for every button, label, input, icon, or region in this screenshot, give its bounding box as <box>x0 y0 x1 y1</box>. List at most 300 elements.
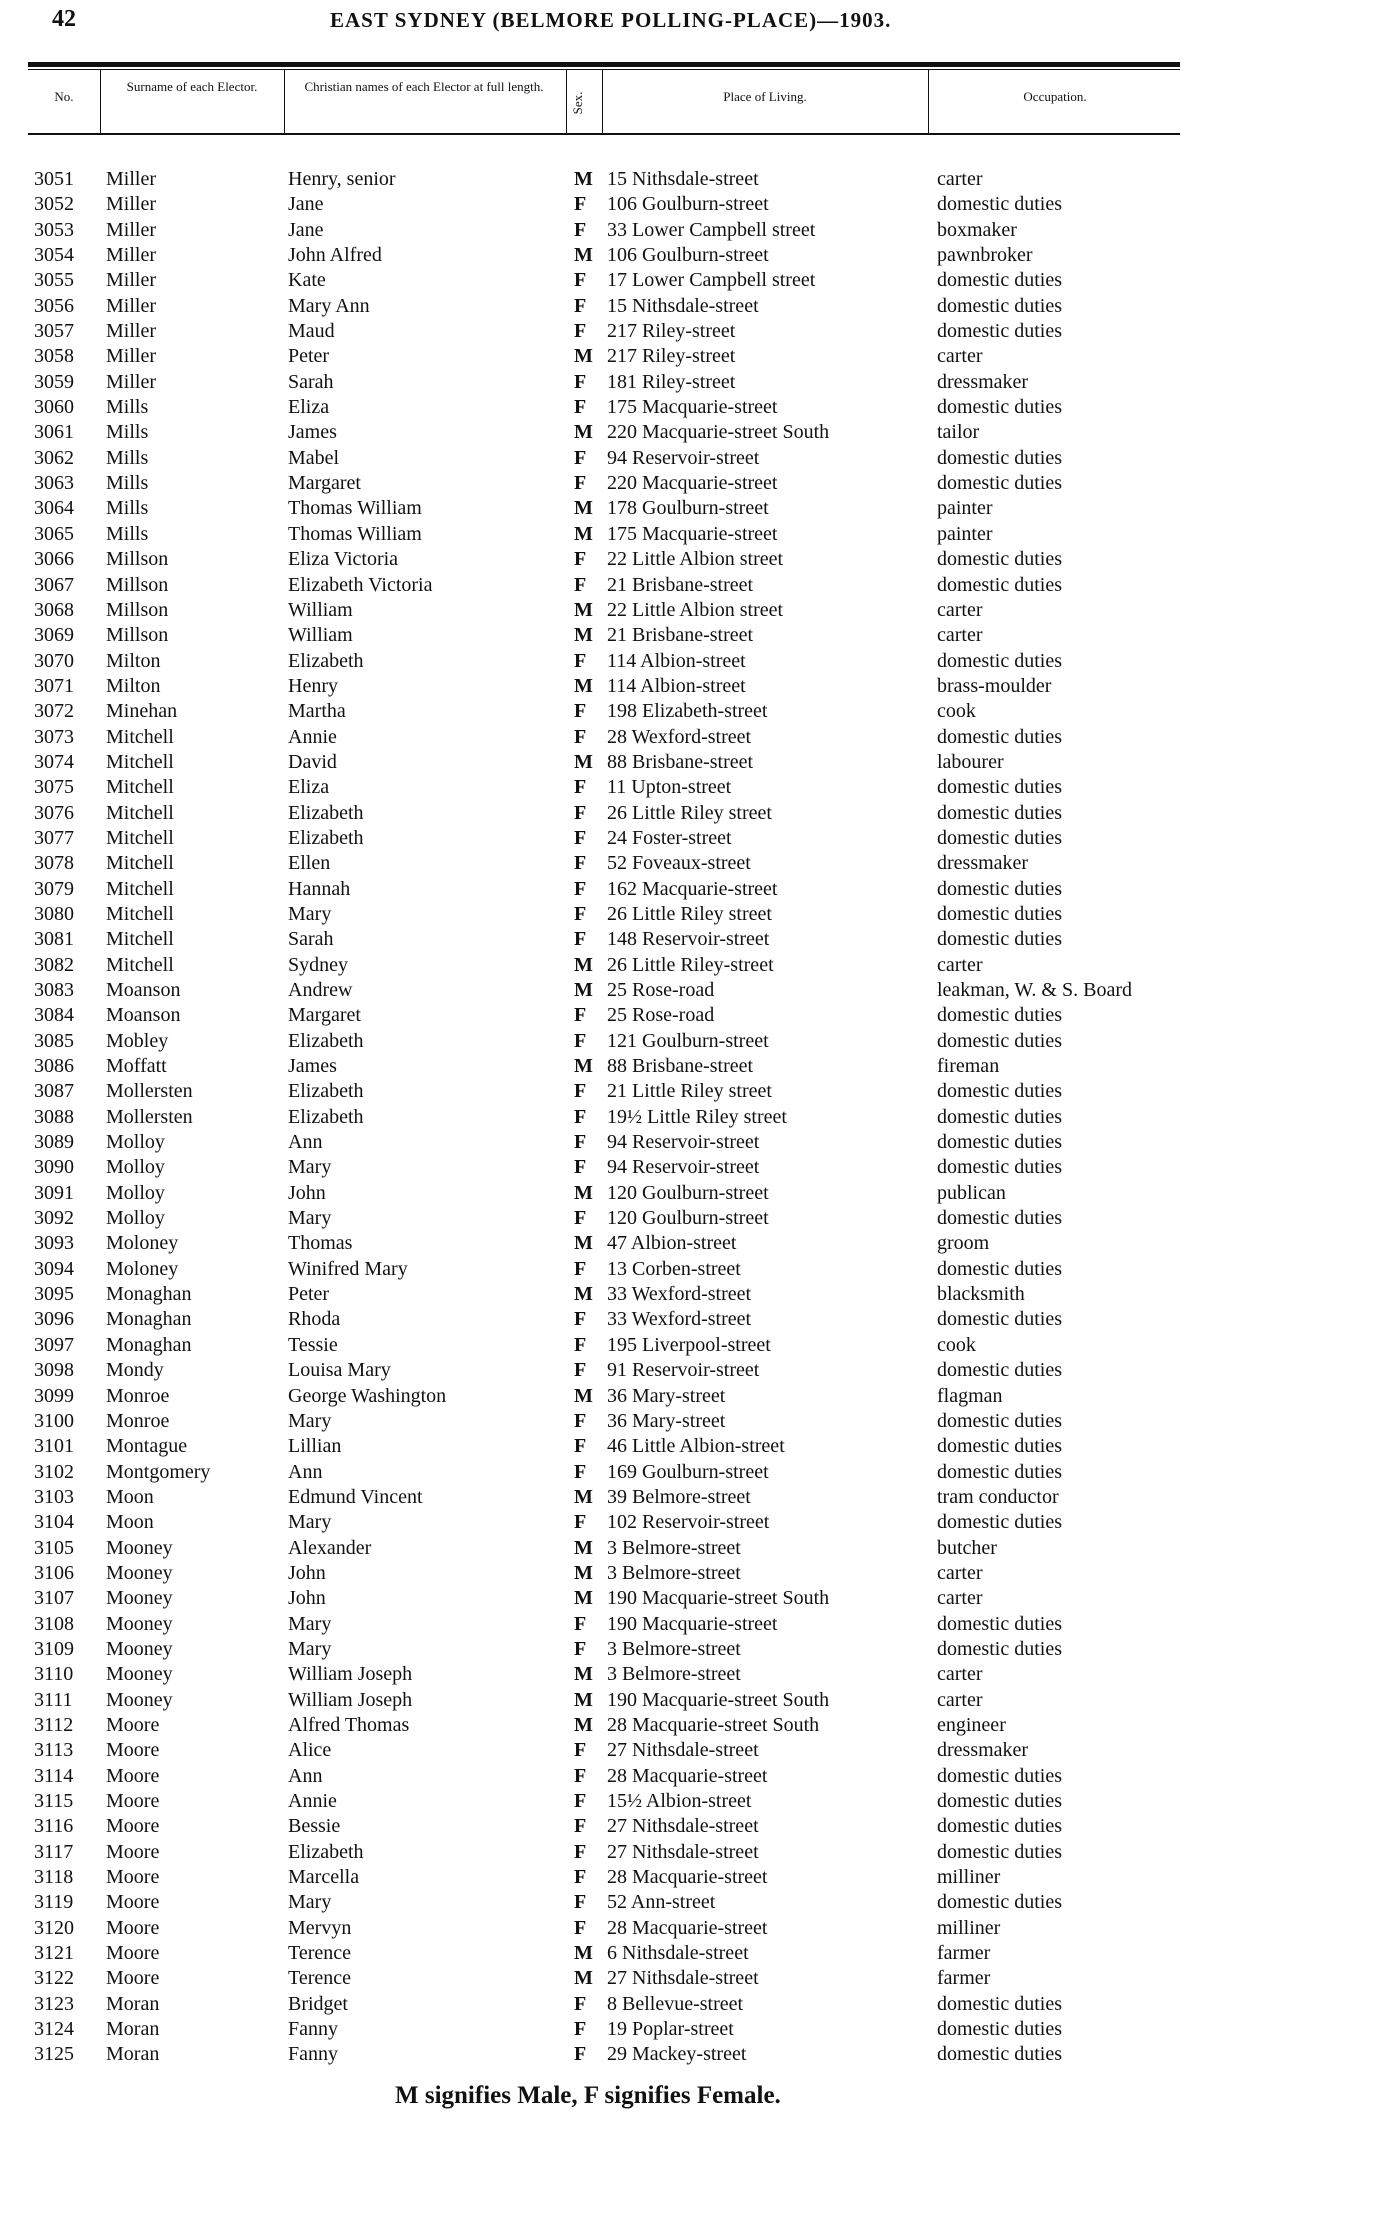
elector-sex: F <box>574 1511 587 1534</box>
elector-occupation: domestic duties <box>937 877 1062 900</box>
elector-christian-names: Terence <box>288 1942 351 1965</box>
table-row <box>0 1764 1382 1789</box>
elector-occupation: domestic duties <box>937 294 1062 317</box>
elector-christian-names: Elizabeth <box>288 649 364 672</box>
elector-number: 3125 <box>34 2043 74 2066</box>
elector-surname: Mollersten <box>106 1080 193 1103</box>
footer-note: M signifies Male, F signifies Female. <box>395 2082 781 2109</box>
elector-sex: F <box>574 1333 587 1356</box>
elector-sex: M <box>574 1967 593 1990</box>
elector-christian-names: Terence <box>288 1967 351 1990</box>
elector-surname: Moore <box>106 1815 160 1838</box>
elector-surname: Mooney <box>106 1637 173 1660</box>
elector-sex: F <box>574 725 587 748</box>
elector-place-of-living: 3 Belmore-street <box>607 1561 741 1584</box>
elector-number: 3063 <box>34 472 74 495</box>
elector-number: 3057 <box>34 320 74 343</box>
elector-sex: F <box>574 801 587 824</box>
elector-christian-names: George Washington <box>288 1384 447 1407</box>
elector-christian-names: David <box>288 750 337 773</box>
elector-place-of-living: 217 Riley-street <box>607 320 736 343</box>
elector-number: 3118 <box>34 1866 74 1889</box>
elector-sex: F <box>574 1308 587 1331</box>
elector-number: 3107 <box>34 1587 74 1610</box>
col-divider <box>928 70 929 133</box>
elector-christian-names: Tessie <box>288 1333 338 1356</box>
table-row <box>0 801 1382 826</box>
elector-sex: F <box>574 1029 587 1052</box>
elector-number: 3112 <box>34 1713 74 1736</box>
elector-occupation: milliner <box>937 1916 1001 1939</box>
elector-occupation: carter <box>937 345 983 368</box>
elector-surname: Mooney <box>106 1587 173 1610</box>
elector-christian-names: Annie <box>288 725 337 748</box>
elector-number: 3075 <box>34 776 74 799</box>
elector-place-of-living: 120 Goulburn-street <box>607 1181 769 1204</box>
table-row <box>0 2017 1382 2042</box>
elector-sex: F <box>574 826 587 849</box>
table-row <box>0 1282 1382 1307</box>
elector-surname: Mills <box>106 497 149 520</box>
elector-number: 3103 <box>34 1485 74 1508</box>
page-number: 42 <box>52 6 76 32</box>
elector-surname: Mooney <box>106 1612 173 1635</box>
elector-christian-names: William Joseph <box>288 1663 413 1686</box>
table-row <box>0 1333 1382 1358</box>
elector-sex: M <box>574 1485 593 1508</box>
table-row <box>0 496 1382 521</box>
table-row <box>0 420 1382 445</box>
elector-number: 3120 <box>34 1916 74 1939</box>
table-row <box>0 218 1382 243</box>
elector-number: 3054 <box>34 244 74 267</box>
table-row <box>0 1916 1382 1941</box>
elector-christian-names: Thomas <box>288 1232 353 1255</box>
elector-surname: Millson <box>106 624 169 647</box>
elector-occupation: dressmaker <box>937 1739 1029 1762</box>
elector-number: 3093 <box>34 1232 74 1255</box>
elector-sex: F <box>574 1840 587 1863</box>
table-row <box>0 1231 1382 1256</box>
elector-occupation: dressmaker <box>937 370 1029 393</box>
elector-christian-names: Mary <box>288 902 332 925</box>
table-row <box>0 1485 1382 1510</box>
table-row <box>0 573 1382 598</box>
header-rule-thin <box>28 69 1180 70</box>
elector-surname: Mooney <box>106 1561 173 1584</box>
elector-occupation: tram conductor <box>937 1485 1059 1508</box>
elector-sex: M <box>574 1384 593 1407</box>
elector-surname: Montgomery <box>106 1460 211 1483</box>
table-row <box>0 471 1382 496</box>
elector-place-of-living: 26 Little Riley street <box>607 902 772 925</box>
header-rule-thick <box>28 62 1180 67</box>
elector-sex: M <box>574 421 593 444</box>
table-row <box>0 522 1382 547</box>
elector-christian-names: John Alfred <box>288 244 382 267</box>
elector-occupation: carter <box>937 598 983 621</box>
elector-occupation: domestic duties <box>937 1764 1062 1787</box>
elector-christian-names: John <box>288 1587 326 1610</box>
table-row <box>0 927 1382 952</box>
elector-place-of-living: 28 Macquarie-street <box>607 1866 768 1889</box>
elector-occupation: domestic duties <box>937 1637 1062 1660</box>
elector-surname: Mitchell <box>106 801 174 824</box>
elector-place-of-living: 27 Nithsdale-street <box>607 1739 759 1762</box>
elector-christian-names: Henry, senior <box>288 168 396 190</box>
table-row <box>0 851 1382 876</box>
elector-place-of-living: 21 Brisbane-street <box>607 573 754 596</box>
elector-place-of-living: 181 Riley-street <box>607 370 736 393</box>
elector-place-of-living: 94 Reservoir-street <box>607 1156 760 1179</box>
elector-occupation: blacksmith <box>937 1283 1025 1306</box>
elector-number: 3110 <box>34 1663 74 1686</box>
elector-christian-names: Marcella <box>288 1866 360 1889</box>
table-row <box>0 547 1382 572</box>
elector-number: 3124 <box>34 2018 74 2041</box>
elector-number: 3100 <box>34 1409 74 1432</box>
elector-number: 3108 <box>34 1612 74 1635</box>
elector-sex: F <box>574 877 587 900</box>
elector-place-of-living: 28 Macquarie-street South <box>607 1713 820 1736</box>
elector-place-of-living: 22 Little Albion street <box>607 548 784 571</box>
elector-sex: M <box>574 522 593 545</box>
elector-sex: F <box>574 1612 587 1635</box>
elector-christian-names: Bessie <box>288 1815 341 1838</box>
elector-place-of-living: 33 Lower Campbell street <box>607 218 816 241</box>
elector-number: 3099 <box>34 1384 74 1407</box>
elector-place-of-living: 52 Ann-street <box>607 1891 716 1914</box>
elector-number: 3109 <box>34 1637 74 1660</box>
elector-surname: Mitchell <box>106 725 174 748</box>
table-row <box>0 1789 1382 1814</box>
elector-place-of-living: 26 Little Riley-street <box>607 953 774 976</box>
elector-surname: Millson <box>106 548 169 571</box>
elector-sex: F <box>574 902 587 925</box>
elector-occupation: domestic duties <box>937 928 1062 951</box>
elector-occupation: domestic duties <box>937 193 1062 216</box>
elector-christian-names: Maud <box>288 320 335 343</box>
elector-sex: F <box>574 294 587 317</box>
elector-number: 3083 <box>34 979 74 1001</box>
elector-surname: Monaghan <box>106 1333 192 1356</box>
elector-number: 3065 <box>34 522 74 545</box>
elector-number: 3053 <box>34 218 74 241</box>
elector-number: 3096 <box>34 1308 74 1331</box>
elector-sex: M <box>574 1283 593 1306</box>
elector-surname: Moore <box>106 1942 160 1965</box>
elector-occupation: carter <box>937 1663 983 1686</box>
elector-sex: F <box>574 472 587 495</box>
table-row <box>0 623 1382 648</box>
elector-place-of-living: 94 Reservoir-street <box>607 1131 760 1154</box>
elector-occupation: domestic duties <box>937 1156 1062 1179</box>
elector-surname: Millson <box>106 598 169 621</box>
elector-occupation: domestic duties <box>937 1359 1062 1382</box>
elector-occupation: domestic duties <box>937 1815 1062 1838</box>
elector-place-of-living: 148 Reservoir-street <box>607 928 770 951</box>
table-row <box>0 395 1382 420</box>
elector-occupation: carter <box>937 168 983 190</box>
table-row <box>0 1155 1382 1180</box>
elector-sex: M <box>574 1536 593 1559</box>
elector-number: 3058 <box>34 345 74 368</box>
elector-sex: F <box>574 700 587 723</box>
elector-number: 3114 <box>34 1764 74 1787</box>
table-row <box>0 1814 1382 1839</box>
elector-sex: F <box>574 1435 587 1458</box>
elector-sex: M <box>574 1587 593 1610</box>
elector-number: 3061 <box>34 421 74 444</box>
elector-occupation: domestic duties <box>937 776 1062 799</box>
elector-occupation: domestic duties <box>937 1511 1062 1534</box>
elector-surname: Moanson <box>106 979 181 1001</box>
elector-surname: Mooney <box>106 1688 173 1711</box>
elector-place-of-living: 27 Nithsdale-street <box>607 1815 759 1838</box>
elector-surname: Moore <box>106 1916 160 1939</box>
elector-christian-names: Thomas William <box>288 522 422 545</box>
elector-christian-names: Elizabeth <box>288 1105 364 1128</box>
elector-christian-names: Peter <box>288 345 330 368</box>
elector-occupation: dressmaker <box>937 852 1029 875</box>
elector-surname: Mitchell <box>106 852 174 875</box>
elector-christian-names: Alice <box>288 1739 332 1762</box>
elector-place-of-living: 15 Nithsdale-street <box>607 294 759 317</box>
col-divider <box>566 70 567 133</box>
elector-occupation: labourer <box>937 750 1004 773</box>
elector-place-of-living: 28 Macquarie-street <box>607 1764 768 1787</box>
elector-place-of-living: 88 Brisbane-street <box>607 1055 754 1078</box>
elector-surname: Moran <box>106 2018 160 2041</box>
elector-occupation: domestic duties <box>937 1105 1062 1128</box>
elector-number: 3115 <box>34 1790 74 1812</box>
elector-place-of-living: 175 Macquarie-street <box>607 522 778 545</box>
elector-occupation: domestic duties <box>937 1840 1062 1863</box>
elector-surname: Moloney <box>106 1257 179 1280</box>
elector-occupation: carter <box>937 1587 983 1610</box>
elector-number: 3056 <box>34 294 74 317</box>
elector-sex: M <box>574 953 593 976</box>
elector-occupation: domestic duties <box>937 902 1062 925</box>
elector-christian-names: Winifred Mary <box>288 1257 408 1280</box>
elector-sex: M <box>574 1942 593 1965</box>
elector-occupation: domestic duties <box>937 1992 1062 2015</box>
elector-christian-names: Louisa Mary <box>288 1359 391 1382</box>
elector-place-of-living: 17 Lower Campbell street <box>607 269 816 292</box>
elector-occupation: fireman <box>937 1055 1000 1078</box>
elector-place-of-living: 36 Mary-street <box>607 1409 726 1432</box>
elector-occupation: domestic duties <box>937 649 1062 672</box>
elector-sex: F <box>574 1866 587 1889</box>
elector-sex: F <box>574 573 587 596</box>
elector-christian-names: Ann <box>288 1460 323 1483</box>
elector-sex: F <box>574 2018 587 2041</box>
elector-sex: F <box>574 2043 587 2066</box>
elector-sex: M <box>574 979 593 1001</box>
table-row <box>0 1713 1382 1738</box>
elector-christian-names: Jane <box>288 193 324 216</box>
elector-surname: Mollersten <box>106 1105 193 1128</box>
elector-surname: Miller <box>106 269 156 292</box>
table-row <box>0 167 1382 192</box>
table-row <box>0 1738 1382 1763</box>
table-row <box>0 370 1382 395</box>
elector-number: 3080 <box>34 902 74 925</box>
elector-sex: F <box>574 1815 587 1838</box>
table-row <box>0 1510 1382 1535</box>
elector-surname: Molloy <box>106 1156 165 1179</box>
elector-place-of-living: 114 Albion-street <box>607 674 746 697</box>
col-divider <box>284 70 285 133</box>
elector-sex: F <box>574 1207 587 1230</box>
table-row <box>0 1029 1382 1054</box>
elector-occupation: domestic duties <box>937 320 1062 343</box>
elector-surname: Mitchell <box>106 953 174 976</box>
elector-occupation: carter <box>937 624 983 647</box>
elector-christian-names: Lillian <box>288 1435 342 1458</box>
elector-occupation: domestic duties <box>937 446 1062 469</box>
elector-occupation: farmer <box>937 1942 991 1965</box>
table-row <box>0 953 1382 978</box>
elector-place-of-living: 21 Little Riley street <box>607 1080 772 1103</box>
elector-sex: F <box>574 396 587 419</box>
elector-occupation: domestic duties <box>937 826 1062 849</box>
elector-sex: M <box>574 168 593 190</box>
elector-christian-names: Mary <box>288 1409 332 1432</box>
elector-sex: M <box>574 1713 593 1736</box>
elector-number: 3087 <box>34 1080 74 1103</box>
elector-sex: F <box>574 1004 587 1027</box>
elector-surname: Molloy <box>106 1207 165 1230</box>
elector-number: 3116 <box>34 1815 74 1838</box>
table-row <box>0 2042 1382 2067</box>
elector-number: 3102 <box>34 1460 74 1483</box>
elector-occupation: flagman <box>937 1384 1003 1407</box>
elector-occupation: domestic duties <box>937 1409 1062 1432</box>
elector-christian-names: Mary <box>288 1637 332 1660</box>
elector-occupation: domestic duties <box>937 1080 1062 1103</box>
elector-sex: F <box>574 1156 587 1179</box>
elector-surname: Moloney <box>106 1232 179 1255</box>
elector-number: 3079 <box>34 877 74 900</box>
elector-surname: Mitchell <box>106 928 174 951</box>
elector-surname: Moran <box>106 2043 160 2066</box>
elector-occupation: butcher <box>937 1536 997 1559</box>
table-row <box>0 775 1382 800</box>
table-row <box>0 1257 1382 1282</box>
elector-christian-names: Thomas William <box>288 497 422 520</box>
table-row <box>0 1865 1382 1890</box>
table-row <box>0 319 1382 344</box>
elector-number: 3095 <box>34 1283 74 1306</box>
elector-christian-names: William <box>288 624 353 647</box>
elector-number: 3081 <box>34 928 74 951</box>
elector-place-of-living: 220 Macquarie-street <box>607 472 778 495</box>
elector-sex: F <box>574 1257 587 1280</box>
table-row <box>0 1637 1382 1662</box>
elector-sex: F <box>574 320 587 343</box>
elector-place-of-living: 33 Wexford-street <box>607 1283 752 1306</box>
elector-surname: Mills <box>106 421 149 444</box>
elector-number: 3060 <box>34 396 74 419</box>
elector-place-of-living: 106 Goulburn-street <box>607 244 769 267</box>
elector-place-of-living: 114 Albion-street <box>607 649 746 672</box>
elector-occupation: milliner <box>937 1866 1001 1889</box>
elector-surname: Moore <box>106 1840 160 1863</box>
elector-christian-names: Fanny <box>288 2018 338 2041</box>
elector-sex: M <box>574 1055 593 1078</box>
table-row <box>0 1966 1382 1991</box>
elector-sex: M <box>574 244 593 267</box>
elector-surname: Mitchell <box>106 750 174 773</box>
elector-place-of-living: 15½ Albion-street <box>607 1790 752 1812</box>
elector-surname: Molloy <box>106 1131 165 1154</box>
elector-occupation: domestic duties <box>937 725 1062 748</box>
elector-surname: Mitchell <box>106 776 174 799</box>
elector-surname: Moore <box>106 1967 160 1990</box>
elector-place-of-living: 169 Goulburn-street <box>607 1460 769 1483</box>
elector-occupation: domestic duties <box>937 1891 1062 1914</box>
elector-occupation: domestic duties <box>937 1790 1062 1812</box>
elector-occupation: domestic duties <box>937 1435 1062 1458</box>
elector-number: 3055 <box>34 269 74 292</box>
elector-christian-names: Kate <box>288 269 326 292</box>
elector-sex: F <box>574 1992 587 2015</box>
elector-place-of-living: 88 Brisbane-street <box>607 750 754 773</box>
elector-place-of-living: 220 Macquarie-street South <box>607 421 830 444</box>
elector-surname: Moore <box>106 1739 160 1762</box>
elector-christian-names: Elizabeth <box>288 826 364 849</box>
elector-number: 3052 <box>34 193 74 216</box>
elector-christian-names: Hannah <box>288 877 351 900</box>
elector-number: 3111 <box>34 1688 73 1711</box>
table-row <box>0 268 1382 293</box>
table-row <box>0 243 1382 268</box>
elector-surname: Moore <box>106 1790 160 1812</box>
elector-number: 3113 <box>34 1739 74 1762</box>
elector-sex: F <box>574 370 587 393</box>
table-row <box>0 902 1382 927</box>
elector-place-of-living: 27 Nithsdale-street <box>607 1967 759 1990</box>
elector-sex: M <box>574 497 593 520</box>
elector-sex: F <box>574 1790 587 1812</box>
elector-occupation: domestic duties <box>937 1612 1062 1635</box>
elector-christian-names: Martha <box>288 700 346 723</box>
elector-surname: Moore <box>106 1891 160 1914</box>
elector-place-of-living: 6 Nithsdale-street <box>607 1942 749 1965</box>
elector-occupation: domestic duties <box>937 1004 1062 1027</box>
col-head-christian: Christian names of each Elector at full length. <box>304 79 544 94</box>
elector-sex: M <box>574 1688 593 1711</box>
elector-number: 3092 <box>34 1207 74 1230</box>
table-row <box>0 1561 1382 1586</box>
elector-occupation: groom <box>937 1232 990 1255</box>
elector-number: 3077 <box>34 826 74 849</box>
elector-occupation: painter <box>937 522 993 545</box>
elector-place-of-living: 190 Macquarie-street <box>607 1612 778 1635</box>
elector-occupation: domestic duties <box>937 801 1062 824</box>
elector-surname: Moon <box>106 1485 154 1508</box>
elector-place-of-living: 19½ Little Riley street <box>607 1105 787 1128</box>
elector-sex: F <box>574 1739 587 1762</box>
table-row <box>0 1105 1382 1130</box>
elector-christian-names: Mary <box>288 1891 332 1914</box>
elector-number: 3086 <box>34 1055 74 1078</box>
elector-surname: Minehan <box>106 700 178 723</box>
elector-place-of-living: 106 Goulburn-street <box>607 193 769 216</box>
elector-place-of-living: 94 Reservoir-street <box>607 446 760 469</box>
elector-surname: Miller <box>106 345 156 368</box>
